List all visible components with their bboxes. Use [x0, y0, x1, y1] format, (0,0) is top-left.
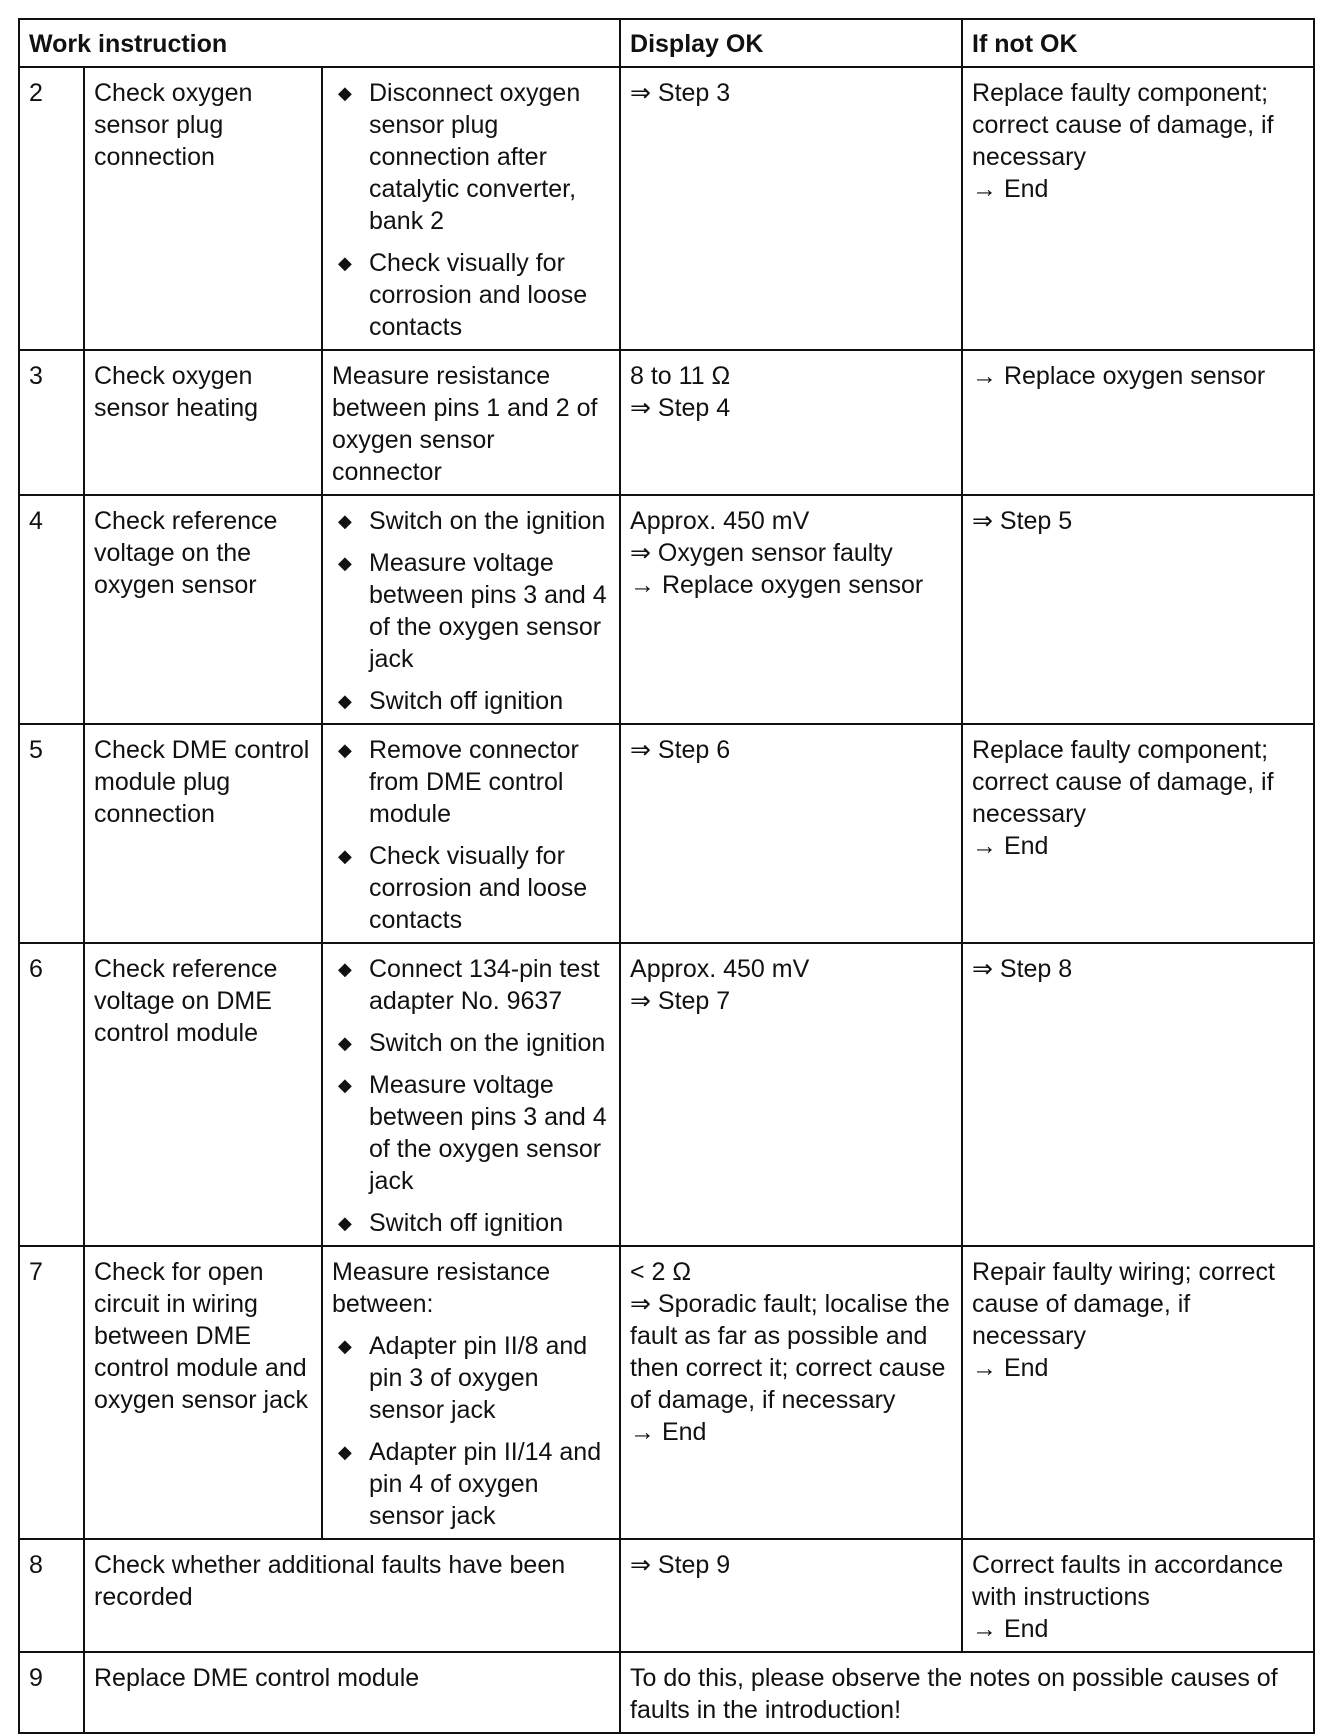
table-row	[19, 1652, 1314, 1733]
step-actions: Measure resistance between pins 1 and 2 of oxygen sensor connector	[322, 350, 620, 495]
bullet-icon: ◆	[338, 1336, 352, 1356]
bullet-icon: ◆	[338, 83, 352, 103]
display-ok-cell: 8 to 11 Ω ⇒ Step 4	[620, 350, 962, 495]
list-item: ◆ Switch on the ignition	[338, 507, 606, 535]
display-ok-cell: Approx. 450 mV ⇒ Step 7	[620, 943, 962, 1246]
list-item: ◆ Remove connector from DME control module	[338, 736, 579, 828]
display-ok-cell: < 2 Ω ⇒ Sporadic fault; localise the fault as far as possible and then correct it; correct cause of damage, if necessary → End	[620, 1246, 962, 1539]
bullet-icon: ◆	[338, 846, 352, 866]
list-item: ◆ Switch off ignition	[338, 687, 564, 715]
step-title: Replace DME control module	[84, 1652, 620, 1733]
step-actions	[322, 67, 620, 350]
step-actions	[322, 943, 620, 1246]
step-note: To do this, please observe the notes on possible causes of faults in the introduction!	[620, 1652, 1314, 1733]
bullet-icon: ◆	[338, 691, 352, 711]
if-not-ok-cell: Replace faulty component; correct cause of damage, if necessary → End	[962, 724, 1314, 943]
list-item: ◆ Disconnect oxygen sensor plug connection after catalytic converter, bank 2	[338, 79, 581, 235]
list-item: ◆ Adapter pin II/14 and pin 4 of oxygen sensor jack	[338, 1438, 602, 1530]
bullet-icon: ◆	[338, 511, 352, 531]
step-title: Check reference voltage on the oxygen sensor	[84, 495, 322, 724]
step-number: 2	[19, 67, 84, 350]
step-title: Check DME control module plug connection	[84, 724, 322, 943]
step-title: Check oxygen sensor plug connection	[84, 67, 322, 350]
display-ok-cell: Approx. 450 mV ⇒ Oxygen sensor faulty → Replace oxygen sensor	[620, 495, 962, 724]
step-number: 5	[19, 724, 84, 943]
list-item: ◆ Check visually for corrosion and loose contacts	[338, 249, 588, 341]
table-row	[19, 350, 1314, 495]
step-actions	[322, 495, 620, 724]
step-number: 4	[19, 495, 84, 724]
list-item: ◆ Adapter pin II/8 and pin 3 of oxygen sensor jack	[338, 1332, 588, 1424]
if-not-ok-cell: ⇒ Step 8	[962, 943, 1314, 1246]
table-row	[19, 1539, 1314, 1652]
if-not-ok-cell: ⇒ Step 5	[962, 495, 1314, 724]
work-instruction-page	[18, 18, 1315, 1734]
header-work-instruction: Work instruction	[19, 19, 620, 67]
table-row	[19, 67, 1314, 350]
step-title: Check whether additional faults have been recorded	[84, 1539, 620, 1652]
bullet-icon: ◆	[338, 1213, 352, 1233]
list-item: ◆ Connect 134-pin test adapter No. 9637	[338, 955, 600, 1015]
display-ok-cell: ⇒ Step 3	[620, 67, 962, 350]
table-header-row	[19, 19, 1314, 67]
bullet-icon: ◆	[338, 553, 352, 573]
display-ok-cell: ⇒ Step 6	[620, 724, 962, 943]
if-not-ok-cell: Replace faulty component; correct cause of damage, if necessary → End	[962, 67, 1314, 350]
bullet-icon: ◆	[338, 1442, 352, 1462]
bullet-icon: ◆	[338, 740, 352, 760]
table-row	[19, 943, 1314, 1246]
list-item: ◆ Switch off ignition	[338, 1209, 564, 1237]
bullet-icon: ◆	[338, 253, 352, 273]
step-title: Check oxygen sensor heating	[84, 350, 322, 495]
if-not-ok-cell: Correct faults in accordance with instructions → End	[962, 1539, 1314, 1652]
table-row	[19, 495, 1314, 724]
step-number: 7	[19, 1246, 84, 1539]
step-number: 8	[19, 1539, 84, 1652]
step-title: Check for open circuit in wiring between DME control module and oxygen sensor jack	[84, 1246, 322, 1539]
step-number: 3	[19, 350, 84, 495]
list-item: ◆ Measure voltage between pins 3 and 4 of the oxygen sensor jack	[338, 549, 607, 673]
work-instruction-table	[18, 18, 1315, 1734]
list-item: ◆ Measure voltage between pins 3 and 4 of the oxygen sensor jack	[338, 1071, 607, 1195]
bullet-icon: ◆	[338, 1075, 352, 1095]
step-number: 9	[19, 1652, 84, 1733]
step-number: 6	[19, 943, 84, 1246]
table-row	[19, 1246, 1314, 1539]
list-item: ◆ Check visually for corrosion and loose contacts	[338, 842, 588, 934]
display-ok-cell: ⇒ Step 9	[620, 1539, 962, 1652]
bullet-icon: ◆	[338, 959, 352, 979]
header-display-ok: Display OK	[620, 19, 962, 67]
list-item: ◆ Switch on the ignition	[338, 1029, 606, 1057]
header-if-not-ok: If not OK	[962, 19, 1314, 67]
if-not-ok-cell: → Replace oxygen sensor	[962, 350, 1314, 495]
step-actions: Measure resistance between: ◆ Adapter pin II/8 and pin 3 of oxygen sensor jack ◆ Adapter pin II/14 and pin 4 of oxygen sensor jack	[322, 1246, 620, 1539]
bullet-icon: ◆	[338, 1033, 352, 1053]
step-actions	[322, 724, 620, 943]
if-not-ok-cell: Repair faulty wiring; correct cause of damage, if necessary → End	[962, 1246, 1314, 1539]
step-title: Check reference voltage on DME control module	[84, 943, 322, 1246]
table-row	[19, 724, 1314, 943]
